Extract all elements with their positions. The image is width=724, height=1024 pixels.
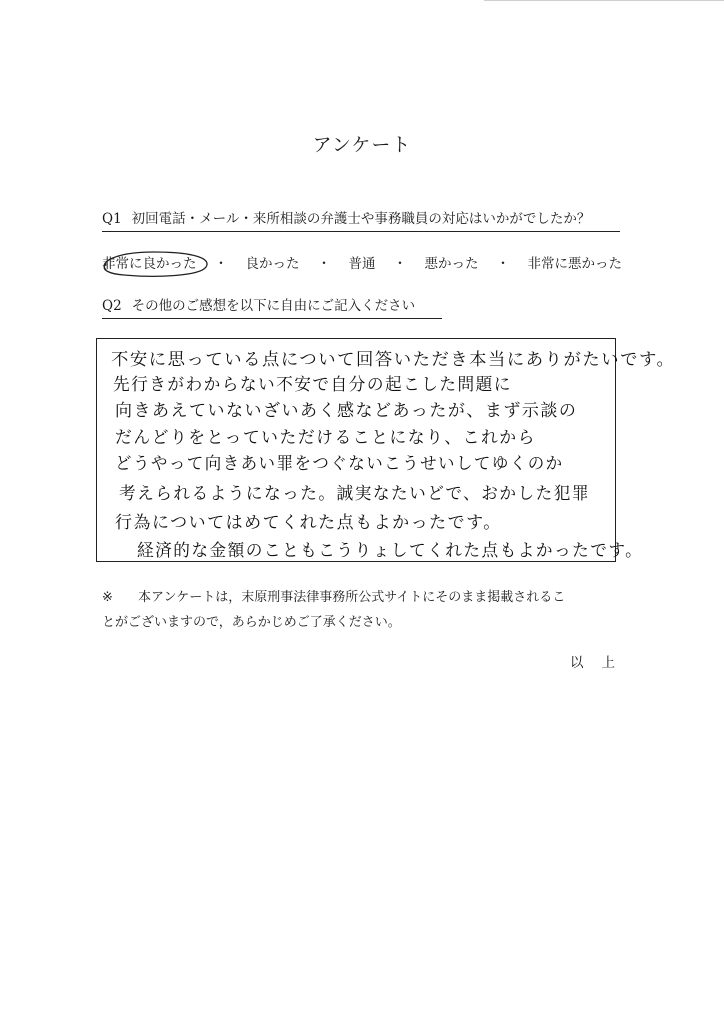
option-bad[interactable]: 悪かった — [424, 256, 479, 272]
publication-notice — [102, 585, 632, 635]
question-1-text: 初回電話・メール・来所相談の弁護士や事務職員の対応はいかがでしたか？ — [131, 211, 591, 227]
notice-line-2: とがございますので，あらかじめご了承ください。 — [102, 615, 401, 630]
option-separator: ・ — [214, 256, 228, 272]
handwritten-answer-line: 行為についてはめてくれた点もよかったです。 — [115, 513, 502, 533]
option-separator: ・ — [496, 256, 510, 272]
closing-mark: 以上 — [570, 655, 633, 671]
option-separator: ・ — [317, 256, 331, 272]
handwritten-answer-line: 経済的な金額のこともこうりょしてくれた点もよかったです。 — [137, 541, 644, 561]
question-1 — [102, 210, 620, 232]
handwritten-answer-line: 考えられるようになった。誠実なたいどで、おかした犯罪 — [119, 484, 591, 504]
handwritten-answer-line: だんどりをとっていただけることになり、これから — [115, 428, 536, 448]
handwritten-answer-line: 向きあえていないざいあく感などあったが、まず示談の — [115, 401, 578, 421]
option-very-good-label: 非常に良かった — [102, 256, 197, 272]
question-1-number: Q1 — [102, 211, 122, 227]
free-answer-box[interactable] — [96, 338, 676, 562]
option-normal[interactable]: 普通 — [348, 256, 376, 272]
handwritten-answer-line: 不安に思っている点について回答いただき本当にありがたいです。 — [111, 350, 676, 370]
option-good[interactable]: 良かった — [245, 256, 300, 272]
handwritten-answer-line: 先行きがわからない不安で自分の起こした問題に — [113, 375, 512, 395]
question-2 — [102, 297, 442, 319]
hand-drawn-circle-mark — [96, 248, 214, 280]
option-separator: ・ — [393, 256, 407, 272]
scan-edge-line — [484, 0, 724, 1]
reference-mark: ※ — [102, 590, 113, 605]
notice-line-1: 本アンケートは，末原刑事法律事務所公式サイトにそのまま掲載されるこ — [138, 590, 566, 605]
option-very-good[interactable] — [102, 255, 197, 273]
question-1-options — [102, 255, 622, 273]
page-title: アンケート — [312, 134, 412, 156]
handwritten-answer-line: どうやって向きあい罪をつぐないこうせいしてゆくのか — [115, 454, 564, 474]
option-very-bad[interactable]: 非常に悪かった — [527, 256, 622, 272]
question-2-number: Q2 — [102, 298, 122, 314]
question-2-text: その他のご感想を以下に自由にご記入ください — [131, 298, 416, 314]
